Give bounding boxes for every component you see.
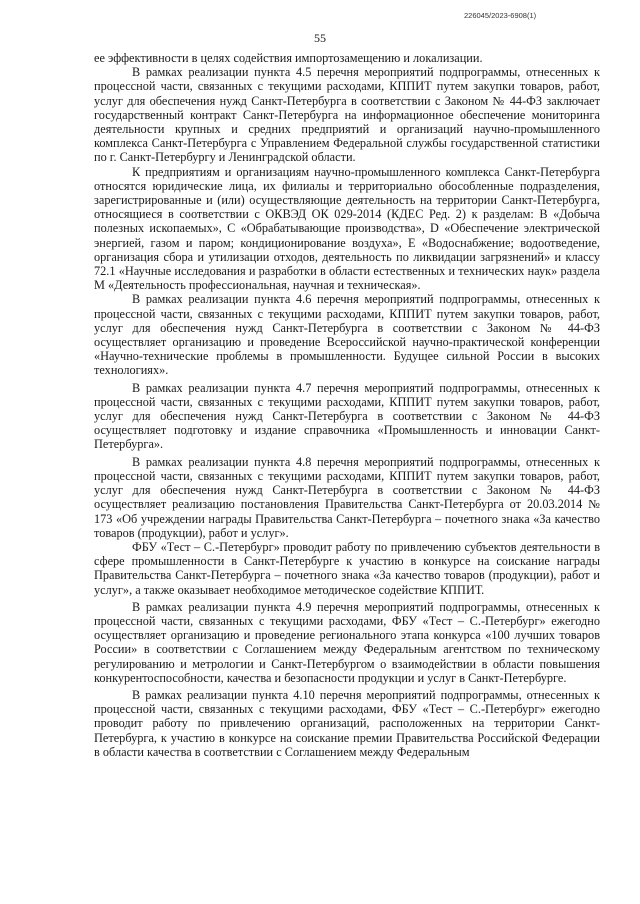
paragraph-enterprises-definition: К предприятиям и организациям научно-промышленного комплекса Санкт-Петербурга относятся юридические лица, их филиалы и территориально обособленные подразделения, зарегистрированные и (или) осуществляющие деятельность на территории Санкт-Петербурга, относящиеся в соответствии с ОКВЭД ОК 029-2014 (КДЕС Ред. 2) к разделам: В «Добыча полезных ископаемых», С «Обрабатывающие производства», D «Обеспечение электрической энергией, газом и паром; кондиционирование воздуха», Е «Водоснабжение; водоотведение, организация сбора и утилизации отходов, деятельность по ликвидации загрязнений» и классу 72.1 «Научные исследования и разработки в области естественных и технических наук» раздела М «Деятельность профессиональная, научная и техническая». [94,164,600,293]
paragraph-test-spb: ФБУ «Тест – С.-Петербург» проводит работу по привлечению субъектов деятельности в сфере промышленности в Санкт-Петербурге к участию в конкурсе на соискание награды Правительства Санкт-Петербурга – почетного знака «За качество товаров (продукции), работ и услуг», а также оказывает необходимое методическое содействие КППИТ. [94,539,600,597]
paragraph-item-4-5: В рамках реализации пункта 4.5 перечня мероприятий подпрограммы, отнесенных к процессной части, связанных с текущими расходами, КППИТ путем закупки товаров, работ, услуг для обеспечения нужд Санкт-Петербурга в соответствии с Законом № 44-ФЗ заключает государственный контракт Санкт-Петербурга на информационное обеспечение мониторинга деятельности крупных и средних предприятий и организаций научно-промышленного комплекса Санкт-Петербурга с Управлением Федеральной службы государственной статистики по г. Санкт-Петербургу и Ленинградской области. [94,65,600,165]
paragraph-item-4-8: В рамках реализации пункта 4.8 перечня мероприятий подпрограммы, отнесенных к процессной части, связанных с текущими расходами, КППИТ путем закупки товаров, работ, услуг для обеспечения нужд Санкт-Петербурга в соответствии с Законом № 44-ФЗ осуществляет реализацию постановления Правительства Санкт-Петербурга от 20.03.2014 № 173 «Об учреждении награды Правительства Санкт-Петербурга – почетного знака «За качество товаров (продукции), работ и услуг». [94,454,600,540]
document-number: 226045/2023-6908(1) [464,11,537,20]
paragraph-item-4-6: В рамках реализации пункта 4.6 перечня мероприятий подпрограммы, отнесенных к процессной части, связанных с текущими расходами, КППИТ путем закупки товаров, работ, услуг для обеспечения нужд Санкт-Петербурга в соответствии с Законом № 44-ФЗ осуществляет организацию и проведение Всероссийской научно-практической конференции «Научно-технические проблемы в промышленности. Будущее сильной России в высоких технологиях». [94,292,600,378]
paragraph-item-4-10: В рамках реализации пункта 4.10 перечня мероприятий подпрограммы, отнесенных к процессной части, связанных с текущими расходами, ФБУ «Тест – С.-Петербург» ежегодно проводит работу по привлечению организаций, расположенных на территории Санкт-Петербурга, к участию в конкурсе на соискание премии Правительства Российской Федерации в области качества в соответствии с Соглашением между Федеральным [94,687,600,759]
page-number: 55 [314,31,326,45]
paragraph-continuation: ее эффективности в целях содействия импортозамещению и локализации. [94,51,483,65]
paragraph-item-4-7: В рамках реализации пункта 4.7 перечня мероприятий подпрограммы, отнесенных к процессной части, связанных с текущими расходами, КППИТ путем закупки товаров, работ, услуг для обеспечения нужд Санкт-Петербурга в соответствии с Законом № 44-ФЗ осуществляет подготовку и издание справочника «Промышленность и инновации Санкт-Петербурга». [94,380,600,452]
document-body [94,51,600,759]
paragraph-item-4-9: В рамках реализации пункта 4.9 перечня мероприятий подпрограммы, отнесенных к процессной части, связанных с текущими расходами, ФБУ «Тест – С.-Петербург» ежегодно осуществляет организацию и проведение регионального этапа конкурса «100 лучших товаров России» в соответствии с Соглашением между Федеральным агентством по техническому регулированию и метрологии и Санкт-Петербургом о взаимодействии в области повышения конкурентоспособности, качества и безопасности продукции и услуг в Санкт-Петербурге. [94,599,600,685]
